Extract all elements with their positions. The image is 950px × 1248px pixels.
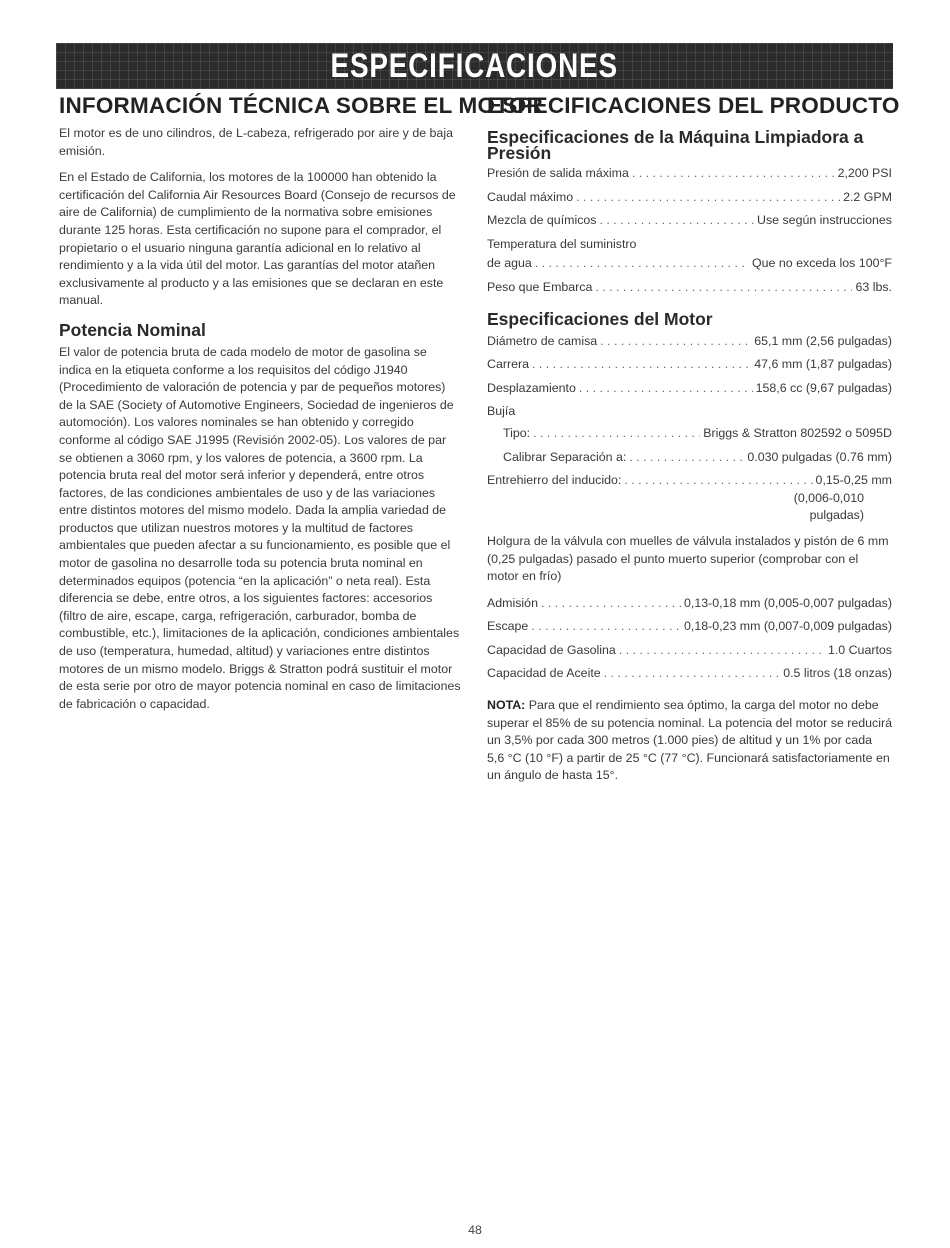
power-rating-heading: Potencia Nominal — [59, 319, 206, 340]
note-paragraph — [487, 697, 892, 785]
spec-row-water-temp: de agua . . . Que no exceda los 100°F — [487, 255, 892, 273]
armature-gap-inches: (0,006-0,010 pulgadas) — [793, 490, 864, 523]
section-banner — [56, 43, 893, 89]
valve-clearance-text: Holgura de la válvula con muelles de válvula instalados y pistón de 6 mm (0,25 pulgadas) pasado el punto muerto superior (comprobar con el motor en frío) — [487, 533, 889, 584]
banner-title: ESPECIFICACIONES — [330, 46, 619, 85]
spec-row-displacement: Desplazamiento . . . 158,6 cc (9,67 pulgadas) — [487, 380, 892, 398]
engine-specs-heading: Especificaciones del Motor — [487, 308, 713, 329]
spec-row-shipping-weight: Peso que Embarca . . . 63 lbs. — [487, 279, 892, 297]
spec-row-exhaust: Escape . . . 0,18-0,23 mm (0,007-0,009 pulgadas) — [487, 618, 892, 636]
engine-description: El motor es de uno cilindros, de L-cabeza, refrigerado por aire y de baja emisión. — [59, 126, 453, 158]
spec-label-water-temp: Temperatura del suministro — [487, 236, 637, 251]
spec-row-intake: Admisión . . . 0,13-0,18 mm (0,005-0,007 pulgadas) — [487, 595, 892, 613]
pressure-washer-specs-heading: Especificaciones de la Máquina Limpiadora a Presión — [487, 127, 864, 163]
page-number: 48 — [468, 1223, 482, 1237]
spec-row-chemical-mix: Mezcla de químicos . . . Use según instrucciones — [487, 212, 892, 230]
spec-row-fuel-capacity: Capacidad de Gasolina . . . 1.0 Cuartos — [487, 642, 892, 660]
product-specs-heading: ESPECIFICACIONES DEL PRODUCTO — [487, 93, 900, 118]
spec-row-spark-gap: Calibrar Separación a: . . . 0.030 pulgadas (0.76 mm) — [487, 449, 892, 467]
spec-row-spark-type: Tipo: . . . Briggs & Stratton 802592 o 5095D — [487, 425, 892, 443]
spec-row-stroke: Carrera . . . 47,6 mm (1,87 pulgadas) — [487, 356, 892, 374]
engine-info-heading: INFORMACIÓN TÉCNICA SOBRE EL MOTOR — [59, 93, 543, 118]
spec-row-max-pressure: Presión de salida máxima . . . 2,200 PSI — [487, 165, 892, 183]
note-label: NOTA: — [487, 698, 526, 713]
spec-row-max-flow: Caudal máximo . . . 2.2 GPM — [487, 189, 892, 207]
spec-label-spark-plug: Bujía — [487, 404, 516, 419]
spec-row-bore: Diámetro de camisa . . . 65,1 mm (2,56 pulgadas) — [487, 333, 892, 351]
california-certification-text: En el Estado de California, los motores de la 100000 han obtenido la certificación del California Air Resources Board (Consejo de recursos de aire de California) de cumplimiento de la normativa sobre emisiones durante 125 horas. Esta certificación no supone para el comprador, el propietario o el usuario ninguna garantía adicional en lo relativo al rendimiento y a la vida útil del motor. Las garantías del motor atañen exclusivamente al producto y a las emisiones que se declaran en este manual. — [59, 170, 456, 308]
note-text: Para que el rendimiento sea óptimo, la carga del motor no debe superar el 85% de su potencia nominal. La potencia del motor se reducirá un 3,5% por cada 300 metros (1.000 pies) de altitud y un 1% por cada 5,6 °C (10 °F) a partir de 25 °C (77 °C). Funcionará satisfactoriamente en un ángulo de hasta 15°. — [487, 698, 893, 783]
spec-row-oil-capacity: Capacidad de Aceite . . . 0.5 litros (18 onzas) — [487, 665, 892, 683]
power-rating-text: El valor de potencia bruta de cada modelo de motor de gasolina se indica en la etiqueta conforme a los requisitos del código J1940 (Procedimiento de valoración de potencia y par de pequeños motores) de la SAE (Society of Automotive Engineers, Sociedad de ingenieros de automoción). Los valores nominales se han obtenido y corregido conforme al código SAE J1995 (Revisión 2002-05). Los valores de par se obtienen a 3060 rpm, y los valores de potencia, a 3600 rpm. La potencia bruta real del motor será inferior y dependerá, entre otros factores, de las condiciones ambientales de uso y de las variaciones entre distintos motores del mismo modelo. Dada la amplia variedad de productos que utilizan nuestros motores y la multitud de factores ambientales que pueden afectar a su funcionamiento, es posible que el motor de gasolina no desarrolle toda su potencia bruta nominal en determinados equipos (potencia “en la aplicación” o neta real). Esta diferencia se debe, entre otros, a los siguientes factores: accesorios (filtro de aire, escape, carga, refrigeración, carburador, bomba de combustible, etc.), limitaciones de la aplicación, condiciones ambientales de uso (temperatura, humedad, altitud) y variaciones entre distintos motores de un mismo modelo. Briggs & Stratton podrá sustituir el motor de esta serie por otro de mayor potencia nominal en caso de limitaciones de fabricación o capacidad. — [59, 344, 461, 711]
spec-row-armature-gap: Entrehierro del inducido: . . . 0,15-0,25 mm — [487, 472, 892, 490]
right-column — [487, 93, 900, 794]
